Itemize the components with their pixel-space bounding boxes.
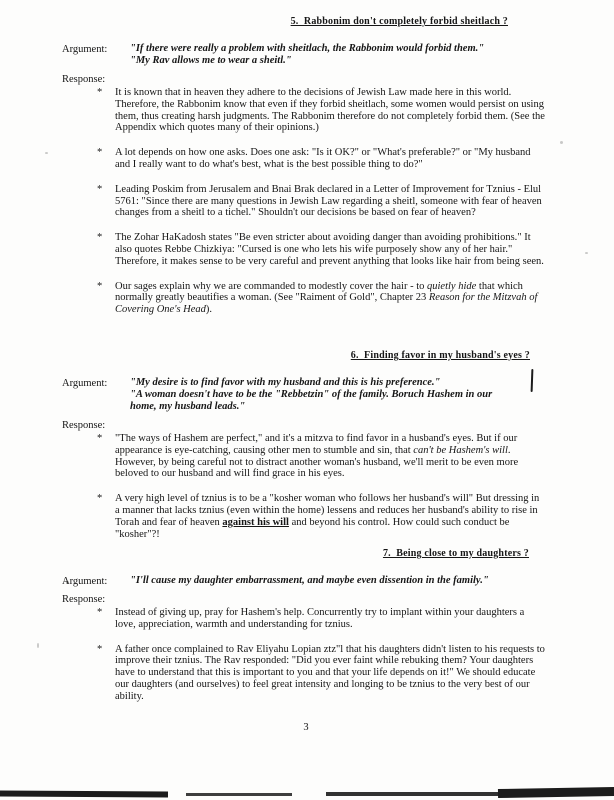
scan-artifact-bottom-edge — [326, 792, 502, 796]
argument-line — [130, 389, 556, 401]
response-item — [0, 607, 614, 631]
page-number: 3 — [303, 722, 309, 733]
bullet-asterisk: * — [97, 607, 103, 618]
argument-row — [0, 43, 614, 67]
response-list — [0, 607, 614, 703]
text-run: Leading Poskim from Jerusalem and Bnai Brak declared in a Letter of Improvement for Tznius - Elul 5761: "Since there are many questions in Jewish Law regarding a sheitl, someone with fear of heaven changes from a sheitl to a tichel." Shouldn't our decisions be based on fear of heaven? — [115, 183, 542, 219]
text-run: The Zohar HaKadosh states "Be even stricter about avoiding danger than avoiding prohibitions." It also quotes Rebbe Chizkiya: "Cursed is one who lets his wife purposely show any of her hair." Therefore, it makes sense to be very careful and prevent anything that looks like hair from being seen. — [115, 232, 544, 267]
section-heading: 6. Finding favor in my husband's eyes ? — [350, 350, 530, 361]
document-section — [0, 16, 614, 316]
bullet-asterisk: * — [97, 433, 103, 444]
text-run: "My Rav allows me to wear a sheitl." — [130, 55, 292, 66]
section-heading: 7. Being close to my daughters ? — [382, 548, 529, 559]
text-run: "If there were really a problem with sheitlach, the Rabbonim would forbid them." — [130, 43, 485, 54]
response-item — [0, 644, 614, 703]
response-paragraph — [115, 184, 546, 219]
argument-row — [0, 575, 614, 587]
response-label: Response: — [62, 594, 106, 605]
response-paragraph — [115, 433, 546, 480]
text-run: home, my husband leads." — [130, 401, 246, 412]
section-heading: 5. Rabbonim don't completely forbid sheitlach ? — [290, 16, 508, 27]
emphasized-text: can't be Hashem's will — [413, 444, 508, 456]
emphasized-text: Reason for the Mitzvah of Covering One's Head — [115, 292, 538, 316]
argument-quote — [130, 43, 556, 67]
scan-artifact-bottom-edge — [186, 793, 292, 796]
text-run: Our sages explain why we are commanded to modestly cover the hair - to — [115, 280, 427, 292]
bullet-asterisk: * — [97, 87, 103, 98]
scan-artifact-bottom-edge — [0, 791, 168, 798]
response-label: Response: — [62, 420, 106, 431]
text-run: "The ways of Hashem are perfect," and it's a mitzva to find favor in a husband's eyes. But if our appearance is eye-catching, causing other men to stumble and sin, that — [115, 433, 518, 456]
bullet-asterisk: * — [97, 147, 103, 159]
response-paragraph — [115, 493, 546, 540]
argument-line — [130, 377, 556, 389]
response-paragraph — [115, 147, 546, 171]
text-run: It is known that in heaven they adhere to the decisions of Jewish Law made here in this world. Therefore, the Rabbonim know that even if they forbid sheitlach, some women would persist on using them, thus creating harsh judgments. The Rabbonim therefore do not completely forbid them. (See the Appendix which quotes many of their opinions.) — [115, 87, 545, 134]
response-paragraph — [115, 644, 546, 703]
response-item — [0, 87, 614, 134]
response-list — [0, 87, 614, 316]
text-run: and beyond his control. How could such conduct be "kosher"?! — [115, 516, 510, 540]
bullet-asterisk: * — [97, 280, 103, 292]
response-item — [0, 147, 614, 171]
response-paragraph — [115, 281, 546, 316]
response-item — [0, 433, 614, 480]
argument-quote — [130, 575, 556, 587]
argument-line — [130, 401, 556, 413]
text-run: A lot depends on how one asks. Does one ask: "Is it OK?" or "What's preferable?" or "My husband and I really want to do what's best, what is the best possible thing to do?" — [115, 147, 531, 170]
text-run: A very high level of tznius is to be a "kosher woman who follows her husband's will" But dressing in a manner that lacks tznius (even within the home) lessens and reduces her husband's ability to rise in Torah and fear of heaven — [115, 493, 540, 528]
argument-line — [130, 55, 556, 67]
response-paragraph — [115, 607, 546, 631]
text-run: that which normally greatly beautifies a woman. (See "Raiment of Gold", Chapter 23 — [115, 280, 523, 304]
text-run: ). — [205, 304, 213, 316]
scan-artifact-bottom-edge — [498, 787, 614, 798]
response-paragraph — [115, 87, 546, 134]
argument-label: Argument: — [62, 378, 108, 389]
text-run: Instead of giving up, pray for Hashem's help. Concurrently try to implant within your daughters a love, appreciation, warmth and understanding for tznius. — [115, 607, 525, 630]
response-list — [0, 433, 614, 540]
document-section — [0, 350, 614, 540]
document-section — [0, 548, 614, 703]
response-item — [0, 493, 614, 540]
bullet-asterisk: * — [97, 232, 103, 244]
argument-line — [130, 575, 556, 587]
argument-line — [130, 43, 556, 55]
emphasized-text: against his will — [222, 516, 289, 528]
response-item — [0, 184, 614, 219]
text-run: A father once complained to Rav Eliyahu Lopian ztz"l that his daughters didn't listen to his requests to improve their tznius. The Rav responded: "Did you ever faint while rebuking them? Your daughters have to understand that this is important to you and that your life depends on it!" We should educate our daughters (and ourselves) to feel great intensity and longing to be tznius to the very best of our ability. — [115, 643, 545, 702]
argument-row — [0, 377, 614, 413]
text-run: "I'll cause my daughter embarrassment, and maybe even dissention in the family." — [130, 575, 489, 586]
bullet-asterisk: * — [97, 183, 103, 195]
argument-quote — [130, 377, 556, 413]
response-item — [0, 281, 614, 316]
response-label: Response: — [62, 74, 106, 85]
argument-label: Argument: — [62, 44, 108, 55]
argument-label: Argument: — [62, 576, 108, 587]
bullet-asterisk: * — [97, 493, 103, 505]
response-item — [0, 232, 614, 267]
response-paragraph — [115, 232, 546, 267]
text-run: "A woman doesn't have to be the "Rebbetzin" of the family. Boruch Hashem in our — [130, 389, 493, 400]
bullet-asterisk: * — [97, 643, 103, 655]
emphasized-text: quietly hide — [427, 280, 477, 292]
text-run: "My desire is to find favor with my husband and this is his preference." — [130, 377, 441, 388]
text-run: . However, by being careful not to distract another woman's husband, we'll merit to be even more beloved to our husband and will find grace in his eyes. — [115, 444, 519, 480]
